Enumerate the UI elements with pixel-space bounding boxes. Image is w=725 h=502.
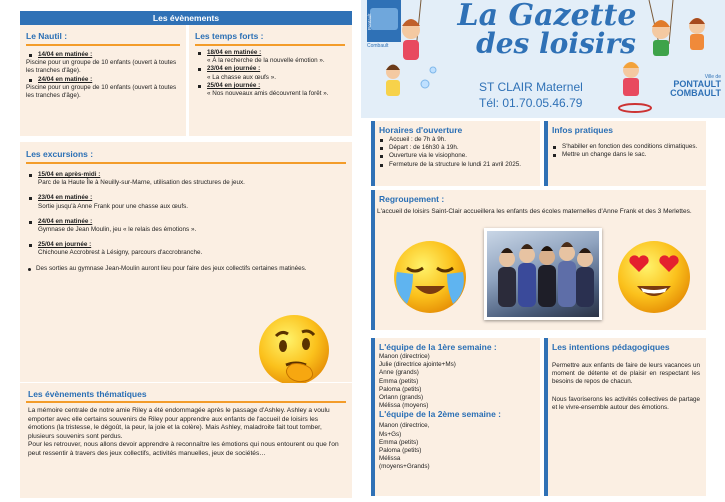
horaires-title: Horaires d'ouverture [379,125,463,135]
thematiques-paragraph-2: Pour les retrouver, nous allons devoir apprendre à reconnaître les émotions qui nous entourent ou que l'on peut ressentir à travers des jeux collectifs, activités manuelles, jeux de sociétés… [28,441,339,457]
nautil-list [26,51,180,100]
excursion-date: 15/04 en après-midi : [38,171,101,178]
events-banner: Les évènements [20,11,352,25]
nautil-text: Piscine pour un groupe de 10 enfants (ouvert à toutes les tranches d'âge). [26,83,177,100]
excursions-divider [26,162,346,164]
list-item [26,194,346,210]
infos-accent [544,121,548,186]
list-item: Orlann (grands) [379,394,424,402]
gazette-title-line2: des loisirs [476,27,636,60]
temps-date: 18/04 en matinée : [207,49,262,56]
list-item: Paloma (petits) [379,447,422,455]
list-item: Ms+Gs) [379,430,402,438]
infos-title: Infos pratiques [552,125,613,135]
temps-date: 25/04 en journée : [207,81,261,89]
heart-eyes-emoji-icon [615,238,693,316]
intentions-accent [544,338,548,496]
list-item [195,82,346,98]
thematiques-title: Les évènements thématiques [28,389,147,399]
temps-forts-divider [195,44,345,46]
ville-de-label: Ville de [704,74,721,80]
list-item: Anne (grands) [379,369,419,377]
temps-forts-list [195,49,346,98]
list-item: Fermeture de la structure le lundi 21 avril 2025. [377,161,534,169]
list-item: Emma (petits) [379,377,419,385]
equipe1-title: L'équipe de la 1ère semaine : [379,342,497,352]
list-item: Départ : de 16h30 à 19h. [377,144,534,152]
gazette-title-line1: La Gazette [457,0,637,33]
school-name: ST CLAIR Maternel [479,80,583,94]
intentions-title: Les intentions pédagogiques [552,342,670,352]
excursions-title: Les excursions : [26,149,94,159]
nautil-date: 24/04 en matinée : [38,75,93,83]
nautil-date: 14/04 en matinée : [38,51,93,58]
excursions-list [26,171,346,258]
list-item: Emma (petits) [379,438,419,446]
excursion-date: 24/04 en matinée : [38,217,93,225]
list-item: Mélissa [379,455,401,463]
equipe1-list [377,353,534,410]
excursion-text: Sortie jusqu'à Anne Frank pour une chasse aux œufs. [38,202,188,210]
list-item: S'habiller en fonction des conditions climatiques. [550,143,700,151]
list-item: Des sorties au gymnase Jean-Moulin auront lieu pour faire des jeux collectifs certaines matinées. [26,265,326,273]
intentions-paragraph-1: Permettre aux enfants de faire de leurs vacances un moment de détente et de plaisir en respectant les besoins de repos de chacun. [552,362,700,386]
excursion-text: Chichoune Accrobrest à Lésigny, parcours d'accrobranche. [38,249,203,257]
team-people-icon [487,231,599,317]
equipe-section [371,338,540,496]
horaires-list [377,136,534,169]
regroupement-section [371,190,706,330]
temps-forts-section [189,25,352,136]
excursion-date: 25/04 en journée : [38,241,92,249]
kids-left-illustration-icon [375,0,445,118]
infos-section [544,121,706,186]
horaires-section [371,121,540,186]
city-name-2: COMBAULT [670,88,721,98]
intentions-section [544,338,706,496]
equipe-accent [371,338,375,496]
list-item [26,51,180,76]
intentions-paragraph-2: Nous favoriserons les activités collectives de partage et le vivre-ensemble autour des émotions. [552,395,700,411]
excursion-text: Gymnase de Jean Moulin, jeu « le relais des émotions ». [38,226,197,234]
nautil-text: Piscine pour un groupe de 10 enfants (ouvert à toutes les tranches d'âge). [26,59,177,75]
logo-text-bottom: Combault [367,43,389,49]
temps-date: 23/04 en journée : [207,65,261,73]
list-item: Mettre un change dans le sac. [550,151,700,159]
list-item: Accueil : de 7h à 9h. [377,136,534,144]
equipe2-title: L'équipe de la 2ème semaine : [379,409,502,420]
logo-text-top: Pontault [367,13,372,30]
excursions-section [20,142,352,382]
thinking-emoji-icon [250,312,342,392]
temps-text: « La chasse aux œufs ». [207,73,276,81]
thematiques-section [20,383,352,498]
list-item: (moyens+Grands) [379,463,430,471]
list-item [195,49,346,65]
city-name-1: PONTAULT [673,79,721,89]
list-item [195,65,346,81]
infos-list [550,143,700,159]
list-item [26,171,346,187]
excursion-date: 23/04 en matinée : [38,194,93,202]
thematiques-divider [26,401,346,403]
list-item: Mélissa (moyens) [379,402,429,410]
gazette-header [361,0,725,118]
list-item: Julie (directrice ajointe+Ms) [379,361,456,369]
list-item: Manon (directrice) [379,353,430,360]
regroupement-title: Regroupement : [379,194,445,204]
nautil-divider [26,44,180,46]
thematiques-paragraph-1: La mémoire centrale de notre amie Riley a été endommagée après le passage d'Ashley. Ashley a voulu emporter avec elle certains souvenirs de Riley pour apprendre aux enfants de l'accueil de loisirs les émotions (la tristesse, le dégoût, la peur, la joie et la colère). Mais Ashley, maladroite fait tout tomber, plusieurs souvenirs sont perdus. [28,407,330,440]
temps-text: « Nos nouveaux amis découvrent la forêt ». [207,90,329,98]
regroupement-accent [371,190,375,330]
horaires-accent [371,121,375,186]
list-item [26,76,180,101]
excursions-extra-list [26,265,326,273]
list-item: Paloma (petits) [379,385,422,393]
phone-number: Tél: 01.70.05.46.79 [479,96,583,110]
list-item: Manon (directrice, [379,422,430,430]
temps-forts-title: Les temps forts : [195,31,264,41]
temps-text: « À la recherche de la nouvelle émotion ». [207,57,325,65]
regroupement-text: L'accueil de loisirs Saint-Clair accueillera les enfants des écoles maternelles d'Anne Frank et des 3 Merlettes. [377,208,692,215]
team-photo [484,228,602,320]
excursion-text: Parc de la Haute Île à Neuilly-sur-Marne, utilisation des structures de jeux. [38,179,245,187]
equipe2-list [377,422,534,471]
list-item: Ouverture via le visiophone. [377,152,534,160]
list-item [26,241,346,257]
list-item [26,218,346,234]
nautil-title: Le Nautil : [26,31,68,41]
crying-emoji-icon [391,238,469,316]
nautil-section [20,25,186,136]
